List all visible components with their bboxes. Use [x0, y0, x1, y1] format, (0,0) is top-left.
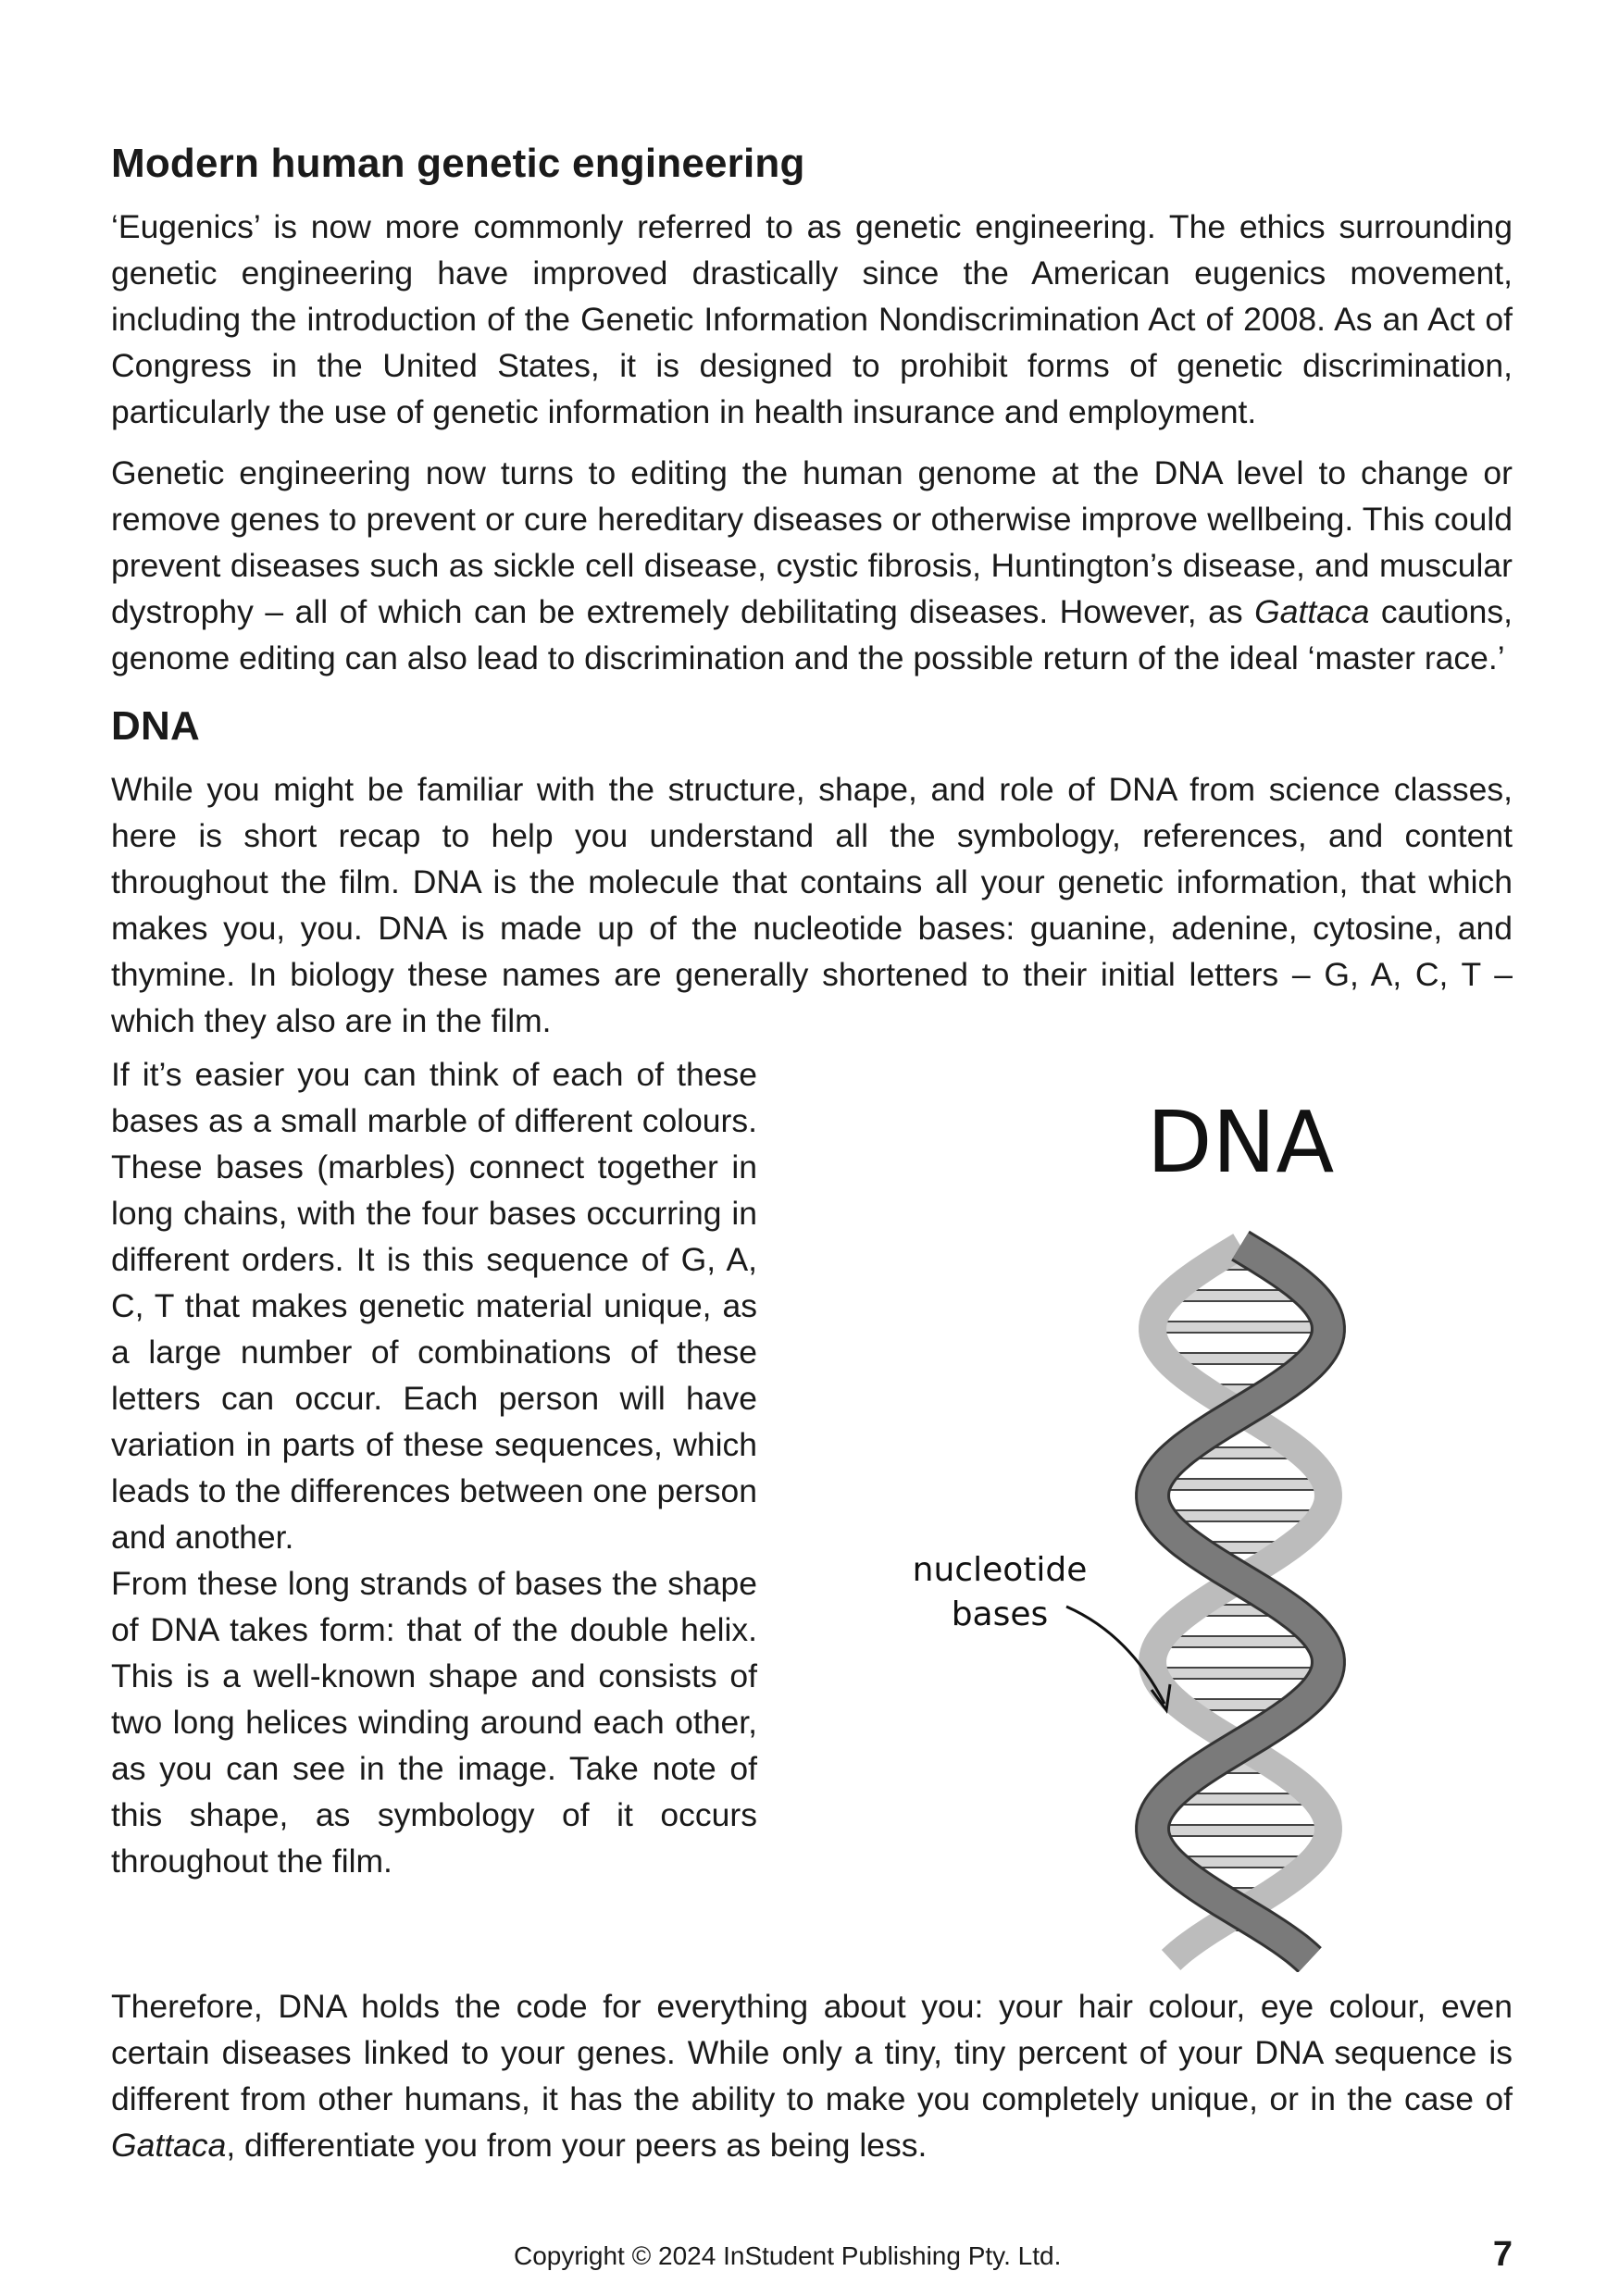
figure-label-line2: bases: [951, 1595, 1049, 1633]
base-pair-rung: [1152, 1825, 1328, 1836]
film-title-italic: Gattaca: [111, 2127, 227, 2164]
page-number: 7: [1492, 2235, 1513, 2274]
text-run: Genetic engineering now turns to editing the human genome at the DNA level to change or remove genes to prevent or cure hereditary diseases or otherwise improve wellbeing. This could prevent diseases such as sickle cell disease, cystic fibrosis, Huntington’s disease, and muscular dystrophy – all of which can be extremely debilitating diseases. However, as: [111, 454, 1513, 630]
two-column-block: [111, 1051, 1513, 1972]
film-title-italic: Gattaca: [1254, 593, 1370, 630]
text-run: Therefore, DNA holds the code for everything about you: your hair colour, eye colour, even certain diseases linked to your genes. While only a tiny, tiny percent of your DNA sequence is different from other humans, it has the ability to make you completely unique, or in the case of: [111, 1988, 1513, 2117]
copyright-notice: Copyright © 2024 InStudent Publishing Pty. Ltd.: [514, 2241, 1062, 2270]
left-column-text: [111, 1051, 757, 1884]
base-pair-rung: [1154, 1668, 1326, 1679]
content: [111, 139, 1513, 2183]
base-pair-rung: [1154, 1479, 1326, 1490]
dna-illustration: [852, 1051, 1513, 1972]
text-run: , differentiate you from your peers as being less.: [226, 2127, 928, 2164]
page-footer: [0, 2235, 1619, 2275]
dna-helix-drawing: [852, 1051, 1513, 1972]
paragraph-marbles: If it’s easier you can think of each of these bases as a small marble of different colours. These bases (marbles) connect together in long chains, with the four bases occurring in different orders. It is this sequence of G, A, C, T that makes genetic material unique, as a large number of combinations of these letters can occur. Each person will have variation in parts of these sequences, which leads to the differences between one person and another.: [111, 1056, 758, 1556]
section-heading-dna: DNA: [111, 703, 200, 749]
figure-label-line1: nucleotide: [912, 1551, 1088, 1589]
paragraph-dna-code: [111, 1983, 1513, 2168]
double-helix-icon: [1152, 1246, 1328, 1960]
section-heading-genetic-engineering: Modern human genetic engineering: [111, 141, 805, 186]
paragraph-genome-editing: [111, 450, 1513, 681]
figure-title: DNA: [1146, 1093, 1335, 1192]
text-run: cautions, genome editing can also lead to discrimination and the possible return of the ideal ‘master race.’: [111, 593, 1513, 676]
paragraph-dna-recap: While you might be familiar with the structure, shape, and role of DNA from science classes, here is short recap to help you understand all the symbology, references, and content throughout the film. DNA is the molecule that contains all your genetic information, that which makes you, you. DNA is made up of the nucleotide bases: guanine, adenine, cytosine, and thymine. In biology these names are generally shortened to their initial letters – G, A, C, T – which they also are in the film.: [111, 771, 1513, 1039]
paragraph-eugenics: ‘Eugenics’ is now more commonly referred to as genetic engineering. The ethics surrounding genetic engineering have improved drastically since the American eugenics movement, including the introduction of the Genetic Information Nondiscrimination Act of 2008. As an Act of Congress in the United States, it is designed to prohibit forms of genetic discrimination, particularly the use of genetic information in health insurance and employment.: [111, 208, 1513, 430]
paragraph-double-helix: From these long strands of bases the shape of DNA takes form: that of the double helix. This is a well-known shape and consists of two long helices winding around each other, as you can see in the image. Take note of this shape, as symbology of it occurs throughout the film.: [111, 1565, 757, 1880]
base-pair-rung: [1152, 1322, 1328, 1333]
